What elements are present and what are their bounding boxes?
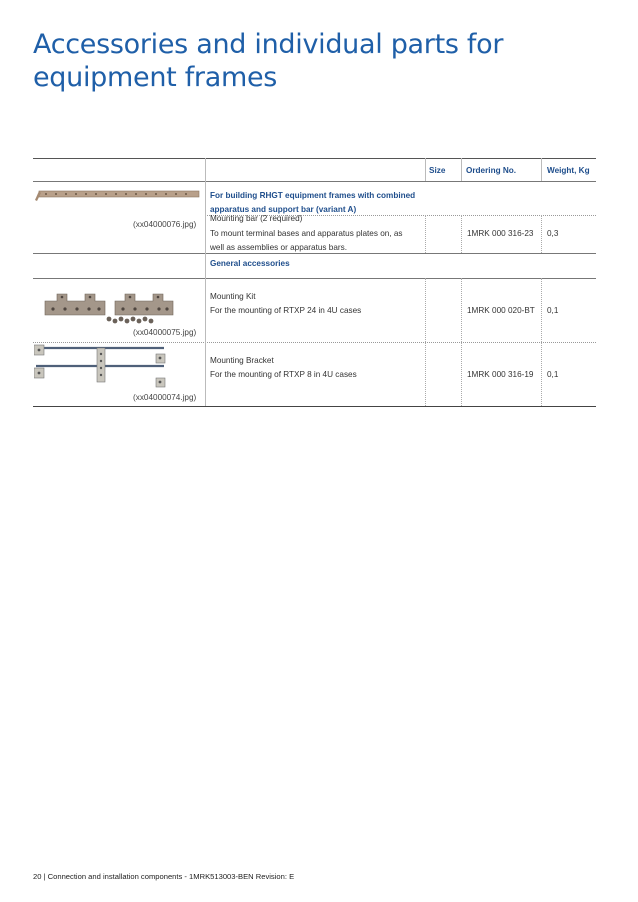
item-name: Mounting Kit	[210, 292, 256, 301]
item-name: Mounting Bracket	[210, 356, 274, 365]
col-divider	[541, 278, 542, 406]
weight-value: 0,1	[547, 370, 559, 379]
section-heading: For building RHGT equipment frames with combined	[210, 191, 416, 200]
weight-value: 0,3	[547, 229, 559, 238]
col-header-weight: Weight, Kg	[547, 166, 590, 175]
col-divider	[541, 215, 542, 253]
mounting-bar-image	[35, 188, 201, 202]
table-bottom-rule	[33, 406, 596, 407]
table-top-rule	[33, 158, 596, 159]
col-header-ordering: Ordering No.	[466, 166, 517, 175]
section-rule-2	[33, 278, 596, 279]
item-description: For the mounting of RTXP 8 in 4U cases	[210, 370, 357, 379]
col-divider	[461, 278, 462, 406]
item-name: Mounting bar (2 required)	[210, 214, 303, 223]
mounting-kit-image	[43, 291, 193, 325]
col-divider	[541, 158, 542, 181]
item-description: For the mounting of RTXP 24 in 4U cases	[210, 306, 362, 315]
col-divider	[461, 158, 462, 181]
col-divider	[461, 215, 462, 253]
row-divider-2	[33, 342, 596, 343]
section-heading: apparatus and support bar (variant A)	[210, 205, 357, 214]
ordering-number: 1MRK 000 020-BT	[467, 306, 535, 315]
ordering-number: 1MRK 000 316-23	[467, 229, 534, 238]
mounting-bracket-image	[34, 344, 168, 390]
col-divider	[425, 158, 426, 181]
page-title: Accessories and individual parts for equipment frames	[33, 29, 504, 93]
col-divider	[205, 158, 206, 406]
col-divider	[425, 215, 426, 253]
weight-value: 0,1	[547, 306, 559, 315]
image-caption: (xx04000074.jpg)	[133, 393, 197, 402]
col-divider	[425, 278, 426, 406]
image-caption: (xx04000075.jpg)	[133, 328, 197, 337]
ordering-number: 1MRK 000 316-19	[467, 370, 534, 379]
image-caption: (xx04000076.jpg)	[133, 220, 197, 229]
item-description: well as assemblies or apparatus bars.	[210, 243, 347, 252]
col-header-size: Size	[429, 166, 446, 175]
item-description: To mount terminal bases and apparatus plates on, as	[210, 229, 403, 238]
section-heading: General accessories	[210, 259, 290, 268]
header-rule	[33, 181, 596, 182]
page-footer: 20 | Connection and installation components - 1MRK513003-BEN Revision: E	[33, 872, 295, 881]
